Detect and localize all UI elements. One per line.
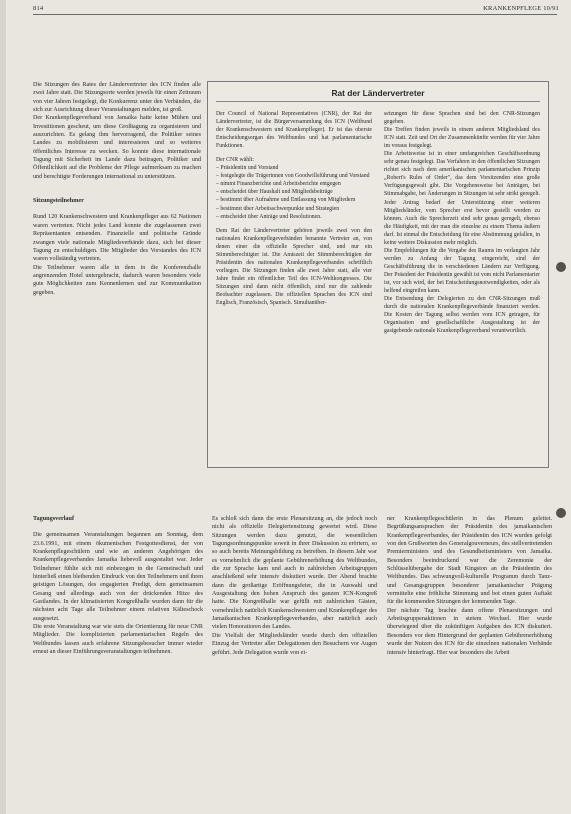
section-heading: Tagungsverlauf	[33, 515, 75, 522]
list-item: – entscheidet über Anträge und Resolutionen.	[216, 213, 322, 220]
punch-hole-mark	[556, 508, 566, 518]
paragraph: Die Sitzungen des Rates der Ländervertreter des ICN finden alle zwei Jahre statt. Die Sitzungsorte werden jeweils für einen Zeitraum von vier Jahren festgelegt, die Konkurrenz unter den Verbänden, die sich zur Ausrichtung dieser Veranstaltungen melden, ist groß.	[33, 82, 201, 114]
paragraph: Der Council of National Representatives (CNR), der Rat der Ländervertreter, ist die Bürgerversammlung des ICN (Weltbund der Krankenschwestern und Krankenpfleger). Er ist das oberste Entscheidungsorgan des Weltbundes und hat parlamentarische Funktionen.	[216, 111, 372, 150]
list-item: – entscheidet über Haushalt und Mitgliedsbeiträge	[216, 189, 333, 196]
paragraph: Die Treffen finden jeweils in einem anderen Mitgliedsland des ICN statt. Zeit und Ort der Zusammenkünfte werden für vier Jahre im voraus festgelegt.	[384, 127, 540, 150]
list-item: – festgelegte die Trägerinnen von Goodwillsführung und Vorstand	[216, 173, 370, 180]
info-box	[207, 81, 549, 468]
list-item: – bestimmt über Aufnahme und Entlassung von Mitgliedern	[216, 197, 356, 204]
journal-header: KRANKENPFLEGE 10/91	[483, 5, 559, 12]
paragraph: Die Arbeitsweise ist in einer umfangreichen Geschäftsordnung sehr genau festgelegt. Das Verfahren in den öffentlichen Sitzungen richtet sich nach dem amerikanischen parlamentarischen Prinzip „Robert's Rules of Order", das dem Vorsitzenden eine große Verfügungsgewalt gibt. Die Vorgehensweise bei Anträgen, bei Stimmabgabe, bei Änderungen in Sitzungen ist sehr strikt geregelt. Jeder Antrag bedarf der Unterstützung einer weiteren Mitgliedsländer, vom Sprecher erst bevor gestellt werden zu können. Auch die Sprecherzeit sind sehr genau geregelt, ebenso die Häufigkeit, mit der man die einzelne zu einem Thema äußern darf. Ist einmal die Entscheidung für eine Abstimmung gefallen, in keine weitere Diskussion mehr möglich.	[384, 151, 540, 246]
paragraph: Die Empfehlungen für die Vergabe des Raums im verlangten Jahr werden zu Anfang der Tagung eingereicht, sind der Geschäftsführung die in verschiedenen Ländern zur Verfügung. Der Präsident der Präsidentin gewählt ist vom nicht Parlamentarier ist, vor sich wird, der bei Entscheidungsnotwendigkeiten, oder als helfend eingreifen kann.	[384, 247, 540, 295]
punch-hole-mark	[556, 262, 566, 272]
header-rule	[33, 14, 557, 15]
cnr-task-list	[216, 164, 372, 220]
paragraph: setzungen für diese Sprachen sind bei den CNR-Sitzungen gegeben.	[384, 111, 540, 126]
box-right-column	[384, 110, 540, 335]
paragraph: Die Teilnehmer waren alle in dem in die Konferenzhalle angrenzenden Hotel untergebracht, dadurch waren besonders viele gute Möglichkeiten zum Kennenlernen und zur Kommunikation gegeben.	[33, 264, 201, 296]
page-number: 814	[33, 5, 44, 12]
box-left-column	[216, 110, 372, 307]
paragraph: Dem Rat der Ländervertreter gehören jeweils zwei von den nationalen Krankenpflegeverbänden benannte Vertreter an, von denen einer die offizielle Sprecher sind, und nur ein Stimmberechtigter ist. Die Amtszeit der Stimmberechtigten der Präsidentin des nationalen Krankenpflegeverbandes schriftlich vorliegen. Die Sitzungen finden alle zwei Jahre statt, alle vier Jahre findet ein öffentlicher Teil des ICN-Weltkongresses. Die Sitzungen sind dann nicht öffentlich, sind nur die zahlende Beobachter zugelassen. Die offiziellen Sprachen des ICN sind Englisch, Französisch, Spanisch. Simultanüber-	[216, 227, 372, 307]
paragraph: Der CNR wählt:	[216, 157, 254, 164]
list-item: – nimmt Finanzberichte und Arbeitsberichte entgegen	[216, 181, 341, 188]
list-item: – bestimmt über Arbeitsschwerpunkte und Strategien	[216, 205, 340, 212]
paragraph: Der Krankenpflegeverband von Jamaika hatte keine Mühen und Investitionen gescheut, um diese Großtagung zu organisieren und auszurichten. Es gelang ihm hervorragend, die Politiker seines Landes zu mobilisieren und interessieren und so weiteres öffentliches Interesse zu wecken. So konnte diese internationale Tagung mit Sicherheit im Lande dazu beitragen, Politiker und Öffentlichkeit auf die Probleme der Pflege aufmerksam zu machen und berechtigte Forderungen international zu unterstützen.	[33, 115, 201, 180]
paragraph: Die gemeinsamen Veranstaltungen begannen am Sonntag, dem 23.6.1991, mit einem ökumenischen Festgottesdienst, der von Krankenpflegeschülern und wie an anderen Angehörigen des Krankenpflegeverbandes Jamaika liebevoll ausgestaltet war. Jeder Teilnehmer fühlte sich mit einbezogen in die Gemeinschaft und hinterließ einen bleibenden Eindruck von den Teilnehmern und ihren geistigen Lösungen, des engagierten Predigt, dem gemeinsamen Gesang und allerdings auch von der drückenden Hitze des Gastlandes. In der klimatisierten Kongreßhalle wurden dann für die nächsten acht Tage alle Teilnehmer einem relativen Kälteschock ausgesetzt.	[33, 532, 203, 622]
paragraph: Es schloß sich dann die erste Plenarsitzung an, die jedoch noch nicht als offizielle Delegiertensitzung gewertet wird. Diese Sitzungen werden dazu genutzt, die wesentlichen Tagungsordnungspunkte soweit in ihrer Diskussion zu erörtern, so so auch bereits Meinungsbildung zu betreiben. In diesem Jahr war es vornehmlich die geplante Gebührenerhöhung des Weltbundes, die zur Sprache kam und auch in zahlreichen Arbeitsgruppen anschließend sehr intensiv diskutiert wurde. Der Abend brachte dann die großartige Eröffnungsfeier, die in Auswahl und Ausgestaltung den hohen Anspruch des ganzen ICN-Kongreß hatte. Die Kongreßhalle war gefüllt mit zahlreichen Gästen, vornehmlich natürlich Krankenschwestern und Krankenpfleger des Jamaikanischen Krankenpflegeverbandes, aber natürlich auch vielen Honoratioren des Landes.	[212, 516, 377, 631]
paragraph: Die Entsendung der Delegierten zu den CNR-Sitzungen muß durch die nationalen Krankenpflegeverbände finanziert werden. Die Kosten der Tagung selbst werden vom ICN getragen, für Organisation und gesellschaftliche Ausgestaltung ist der gastgebende nationale Krankenpflegeverband verantwortlich.	[384, 296, 540, 335]
paragraph: Die erste Veranstaltung war wie stets die Orientierung für neue CNR Mitglieder. Die komplizierten parlamentarischen Regeln des Weltbundes lassen auch erfahrene Sitzungsbesucher immer wieder erneut an dieser Einführungsveranstaltungen teilnehmen.	[33, 624, 203, 656]
paragraph: Rund 120 Krankenschwestern und Krankenpfleger aus 62 Nationen waren vertreten. Nicht jedes Land konnte die zugelassenen zwei Repräsentanten entsenden. Finanzielle und politische Gründe zwangen viele nationale Mitgliedsverbände dazu, sich bei dieser Tagung zu entschuldigen. Die Mitglieder des Vorstandes des ICN waren vollständig vertreten.	[33, 214, 201, 263]
bottom-column-2	[212, 515, 377, 657]
paragraph: Der nächste Tag brachte dann offene Plenarsitzungen und Arbeitsgruppenaktionen in stetem Wechsel. Hier wurde überwiegend über die zukünftigen Aufgaben des ICN diskutiert. Besonders vor dem Hintergrund der geplanten Gebührenerhöhung wurde der Nutzen des ICN für die einzelnen nationalen Verbände intensiv hinterfragt. Hier war besonders die Arbeit	[387, 607, 552, 656]
bottom-column-3	[387, 515, 552, 657]
list-item: – Präsidentin und Vorstand	[216, 165, 279, 172]
box-rule	[216, 101, 540, 102]
section-heading: Sitzungsteilnehmer	[33, 197, 84, 205]
bottom-column-1	[33, 515, 203, 657]
paragraph: ner Krankenpflegeschülerin in das Plenum geleitet. Begrüßungsansprachen der Präsidentin des jamaikanischen Krankenpflegeverbandes, der Präsidentin des ICN wurden gefolgt von den Grußworten des Generalgouverneurs, des stellvertretenden Premierministers und des Gesundheitsministers von Jamaika. Besonders beeindruckend war die Zeremonie der Schlüsselübergabe der Stadt Kingston an die Präsidentin des Weltbundes. Das schwungvoll-kulturelle Programm durch Tanz- und Gesangsgruppen besonderer jamaikanischer Prägung vermittelte eine fröhliche Stimmung und bot einen guten Auftakt für die kommenden Sitzungen der kommenden Tage.	[387, 516, 552, 606]
page-shadow	[0, 0, 6, 814]
paragraph: Die Vielfalt der Mitgliedsländer wurde durch den offiziellen Einzug der Vertreter aller Delegationen den Besuchern vor Augen geführt. Jede Delegation wurde von ei-	[212, 632, 377, 656]
box-title: Rat der Ländervertreter	[331, 88, 425, 98]
left-column	[33, 81, 201, 297]
